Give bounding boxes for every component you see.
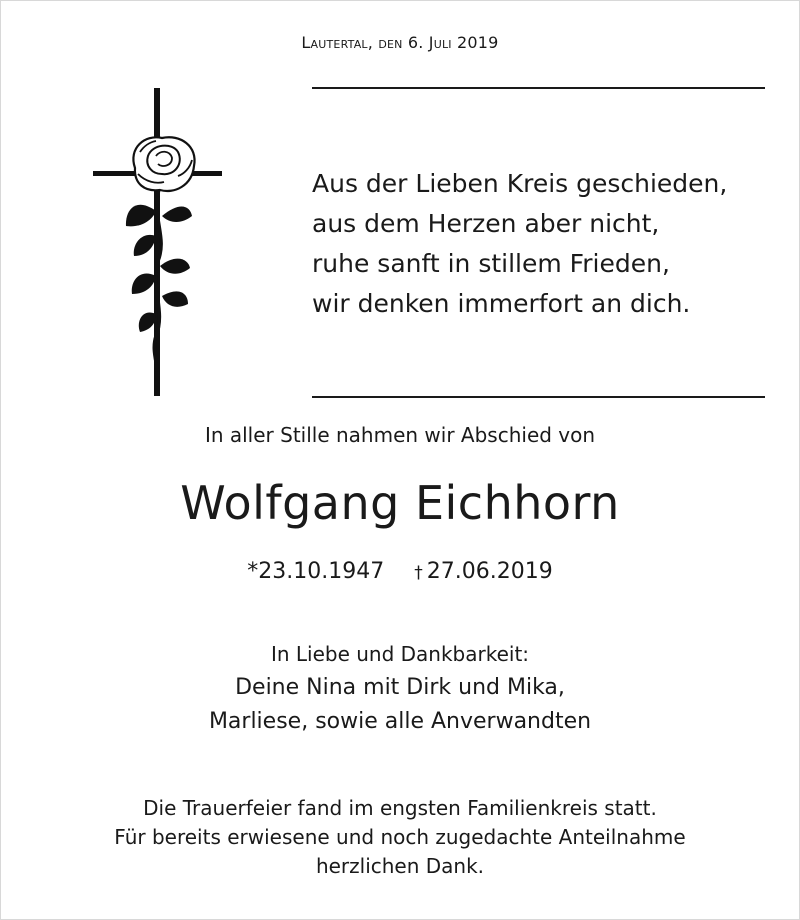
footer-line: herzlichen Dank. — [315, 854, 485, 878]
divider-top — [312, 87, 765, 89]
poem-line: Aus der Lieben Kreis geschieden, — [312, 169, 728, 198]
footer-line: Für bereits erwiesene und noch zugedachte Anteilnahme — [114, 825, 686, 849]
place-date: Lautertal, den 6. Juli 2019 — [301, 33, 499, 52]
funeral-note — [0, 794, 800, 881]
mourners-lead: In Liebe und Dankbarkeit: — [270, 642, 530, 666]
poem-line: ruhe sanft in stillem Frieden, — [312, 249, 670, 278]
mourners-line: Deine Nina mit Dirk und Mika, — [235, 675, 565, 700]
poem-line: aus dem Herzen aber nicht, — [312, 209, 660, 238]
mourners-block — [0, 637, 800, 739]
dagger-symbol: † — [414, 563, 423, 583]
memorial-poem — [312, 164, 727, 324]
birth-date: *23.10.1947 — [247, 559, 385, 584]
life-dates — [0, 559, 800, 584]
divider-bottom — [312, 396, 765, 398]
cross-with-rose-icon — [90, 86, 225, 398]
mourners-line: Marliese, sowie alle Anverwandten — [208, 709, 592, 734]
farewell-intro: In aller Stille nahmen wir Abschied von — [204, 423, 596, 447]
death-date: 27.06.2019 — [426, 559, 553, 584]
poem-line: wir denken immerfort an dich. — [312, 289, 691, 318]
deceased-name: Wolfgang Eichhorn — [180, 476, 620, 530]
footer-line: Die Trauerfeier fand im engsten Familienkreis statt. — [143, 796, 657, 820]
